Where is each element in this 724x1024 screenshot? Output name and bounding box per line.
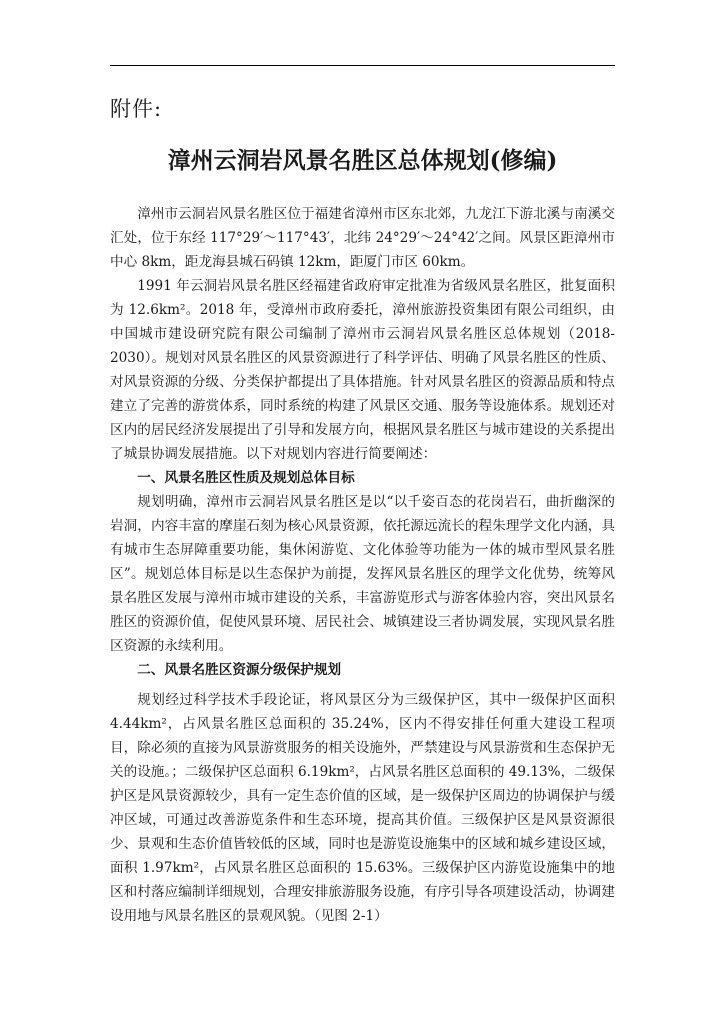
attachment-label: 附件: — [110, 97, 163, 121]
paragraph-background: 1991 年云洞岩风景名胜区经福建省政府审定批准为省级风景名胜区，批复面积为 12.6km²。2018 年，受漳州市政府委托，漳州旅游投资集团有限公司组织，由中国城市建设研究院有限公司编制了漳州市云洞岩风景名胜区总体规划（2018-2030）。规划对风景名胜区的风景资源进行了科学评估、明确了风景名胜区的性质、对风景资源的分级、分类保护都提出了具体措施。针对风景名胜区的资源品质和特点建立了完善的游赏体系，同时系统的构建了风景区交通、服务等设施体系。规划还对区内的居民经济发展提出了引导和发展方向，根据风景名胜区与城市建设的关系提出了城景协调发展措施。以下对规划内容进行简要阐述： — [110, 278, 615, 462]
section-heading-1: 一、风景名胜区性质及规划总体目标 — [137, 470, 355, 486]
paragraph-nature-goals: 规划明确，漳州市云洞岩风景名胜区是以“以千姿百态的花岗岩石，曲折幽深的岩洞，内容丰富的摩崖石刻为核心风景资源，依托源远流长的程朱理学文化内涵，具有城市生态屏障重要功能，集休闲游览、文化体验等功能为一体的城市型风景名胜区”。规划总体目标是以生态保护为前提，发挥风景名胜区的理学文化优势，统筹风景名胜区发展与漳州市城市建设的关系，丰富游览形式与游客体验内容，突出风景名胜区的资源价值，促使风景环境、居民社会、城镇建设三者协调发展，实现风景名胜区资源的永续利用。 — [110, 494, 615, 654]
paragraph-location: 漳州市云洞岩风景名胜区位于福建省漳州市区东北郊，九龙江下游北溪与南溪交汇处，位于东经 117°29′～117°43′，北纬 24°29′～24°42′之间。风景区距漳州市中心 8km，距龙海县城石码镇 12km，距厦门市区 60km。 — [110, 206, 615, 270]
paragraph-protection-zones: 规划经过科学技术手段论证，将风景区分为三级保护区，其中一级保护区面积 4.44km²，占风景名胜区总面积的 35.24%，区内不得安排任何重大建设工程项目，除必须的直接为风景游赏服务的相关设施外，严禁建设与风景游赏和生态保护无关的设施。；二级保护区总面积 6.19km²，占风景名胜区总面积的 49.13%，二级保护区是风景资源较少，具有一定生态价值的区域，是一级保护区周边的协调保护与缓冲区域，可通过改善游览条件和生态环境，提高其价值。三级保护区是风景资源很少、景观和生态价值皆较低的区域，同时也是游览设施集中的区域和城乡建设区域，面积 1.97km²，占风景名胜区总面积的 15.63%。三级保护区内游览设施集中的地区和村落应编制详细规划，合理安排旅游服务设施，有序引导各项建设活动，协调建设用地与风景名胜区的景观风貌。（见图 2-1） — [110, 692, 615, 924]
section-heading-2: 二、风景名胜区资源分级保护规划 — [137, 662, 342, 678]
header-rule — [110, 65, 615, 66]
document-title: 漳州云洞岩风景名胜区总体规划(修编) — [167, 147, 558, 174]
document-body — [110, 202, 615, 928]
